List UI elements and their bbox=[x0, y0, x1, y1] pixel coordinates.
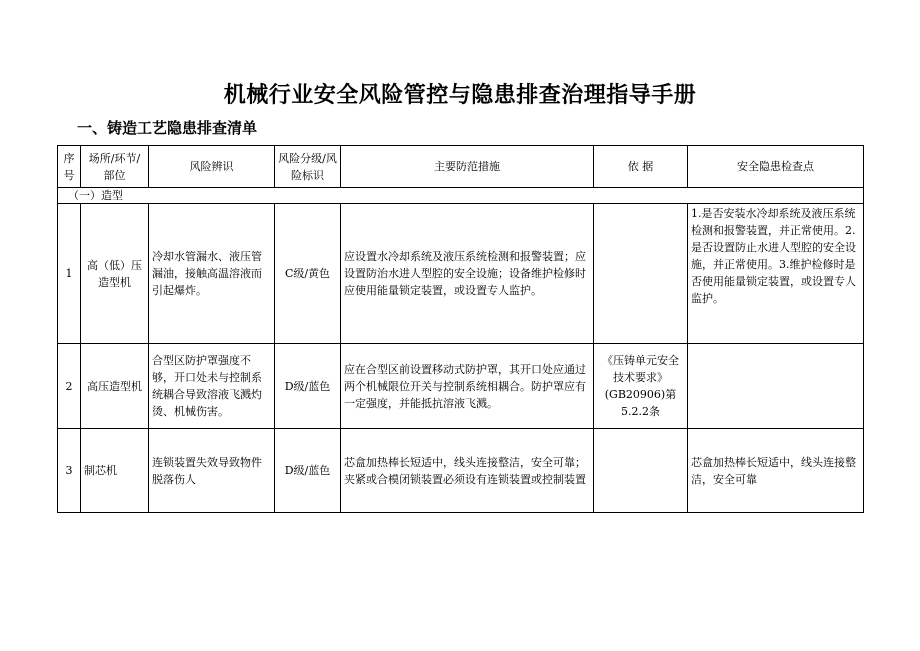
cell-location: 制芯机 bbox=[81, 429, 149, 513]
hazard-checklist-table bbox=[57, 145, 864, 513]
table-row bbox=[58, 429, 864, 513]
cell-measures: 应设置水冷却系统及液压系统检测和报警装置；应设置防治水进人型腔的安全设施；设备维护检修时应使用能量锁定装置，或设置专人监护。 bbox=[341, 204, 594, 344]
document-title: 机械行业安全风险管控与隐患排查治理指导手册 bbox=[223, 83, 697, 108]
cell-risk: 合型区防护罩强度不够，开口处未与控制系统耦合导致溶液飞溅灼 烫、机械伤害。 bbox=[149, 344, 275, 429]
cell-grade: D级/蓝色 bbox=[275, 344, 341, 429]
cell-basis: 《压铸单元安全技术要求》(GB20906)第5.2.2条 bbox=[594, 344, 688, 429]
table-row bbox=[58, 344, 864, 429]
group-row bbox=[58, 188, 864, 204]
cell-location: 高压造型机 bbox=[81, 344, 149, 429]
cell-measures: 应在合型区前设置移动式防护罩，其开口处应通过两个机械限位开关与控制系统相耦合。防护罩应有一定强度，并能抵抗溶液飞溅。 bbox=[341, 344, 594, 429]
header-measures: 主要防范措施 bbox=[341, 146, 594, 188]
cell-seq: 2 bbox=[58, 344, 81, 429]
cell-basis bbox=[594, 429, 688, 513]
header-grade: 风险分级/风险标识 bbox=[275, 146, 341, 188]
header-risk: 风险辨识 bbox=[149, 146, 275, 188]
table-header-row bbox=[58, 146, 864, 188]
cell-location: 高（低）压造型机 bbox=[81, 204, 149, 344]
cell-grade: D级/蓝色 bbox=[275, 429, 341, 513]
header-seq: 序号 bbox=[58, 146, 81, 188]
table-row bbox=[58, 204, 864, 344]
cell-measures: 芯盒加热棒长短适中，线头连接整洁，安全可靠；夹紧或合模闭锁装置必须设有连锁装置或控制装置 bbox=[341, 429, 594, 513]
header-checkpoints: 安全隐患检查点 bbox=[688, 146, 864, 188]
group-label: （一）造型 bbox=[58, 188, 864, 204]
header-basis: 依 据 bbox=[594, 146, 688, 188]
cell-risk: 连锁装置失效导致物件脱落伤人 bbox=[149, 429, 275, 513]
cell-checkpoints bbox=[688, 344, 864, 429]
cell-risk: 冷却水管漏水、液压管漏油，接触高温溶液而引起爆炸。 bbox=[149, 204, 275, 344]
cell-grade: C级/黄色 bbox=[275, 204, 341, 344]
section-heading: 一、铸造工艺隐患排查清单 bbox=[77, 119, 258, 137]
header-location: 场所/环节/部位 bbox=[81, 146, 149, 188]
cell-seq: 1 bbox=[58, 204, 81, 344]
cell-basis bbox=[594, 204, 688, 344]
cell-checkpoints: 1.是否安装水冷却系统及液压系统检测和报警装置，并正常使用。2.是否设置防止水进人型腔的安全设施，并正常使用。3.维护检修时是否使用能量锁定装置，或设置专人监护。 bbox=[688, 204, 864, 344]
cell-checkpoints: 芯盒加热棒长短适中，线头连接整洁，安全可靠 bbox=[688, 429, 864, 513]
cell-seq: 3 bbox=[58, 429, 81, 513]
